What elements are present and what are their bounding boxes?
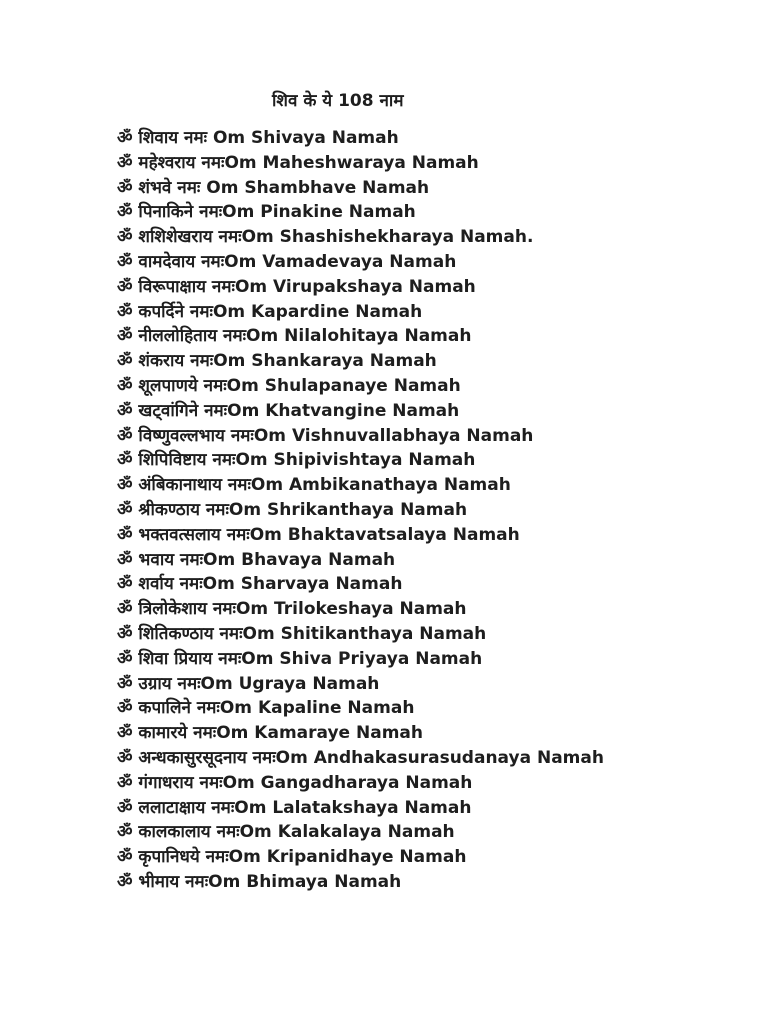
list-item: ॐ विरूपाक्षाय नमःOm Virupakshaya Namah <box>117 276 476 297</box>
list-item: ॐ महेश्वराय नमःOm Maheshwaraya Namah <box>117 152 479 173</box>
list-item: ॐ शंभवे नमः Om Shambhave Namah <box>117 177 430 198</box>
list-item: ॐ कृपानिधये नमःOm Kripanidhaye Namah <box>117 847 467 868</box>
list-item: ॐ शूलपाणये नमःOm Shulapanaye Namah <box>117 375 461 396</box>
list-item: ॐ शिवा प्रियाय नमःOm Shiva Priyaya Namah <box>117 648 483 669</box>
list-item: ॐ कामारये नमःOm Kamaraye Namah <box>117 723 423 744</box>
list-item: ॐ उग्राय नमःOm Ugraya Namah <box>117 673 380 694</box>
list-item: ॐ अन्धकासुरसूदनाय नमःOm Andhakasurasudanaya Namah <box>117 747 604 768</box>
page-title: शिव के ये 108 नाम <box>272 91 404 111</box>
list-item: ॐ शर्वाय नमःOm Sharvaya Namah <box>117 574 403 595</box>
list-item: ॐ शितिकण्ठाय नमःOm Shitikanthaya Namah <box>117 623 487 644</box>
list-item: ॐ विष्णुवल्लभाय नमःOm Vishnuvallabhaya Namah <box>117 425 534 446</box>
list-item: ॐ पिनाकिने नमःOm Pinakine Namah <box>117 202 416 223</box>
list-item: ॐ खट्वांगिने नमःOm Khatvangine Namah <box>117 400 460 421</box>
list-item: ॐ शिवाय नमः Om Shivaya Namah <box>117 128 399 148</box>
list-item: ॐ ललाटाक्षाय नमःOm Lalatakshaya Namah <box>117 797 472 818</box>
list-item: ॐ वामदेवाय नमःOm Vamadevaya Namah <box>117 251 457 272</box>
names-list <box>117 126 627 895</box>
list-item: ॐ शंकराय नमःOm Shankaraya Namah <box>117 351 437 372</box>
list-item: ॐ भक्तवत्सलाय नमःOm Bhaktavatsalaya Namah <box>117 524 520 545</box>
list-item: ॐ कपर्दिने नमःOm Kapardine Namah <box>117 301 423 322</box>
list-item: ॐ त्रिलोकेशाय नमःOm Trilokeshaya Namah <box>117 599 467 620</box>
list-item: ॐ नीललोहिताय नमःOm Nilalohitaya Namah <box>117 326 472 347</box>
list-item: ॐ अंबिकानाथाय नमःOm Ambikanathaya Namah <box>117 475 511 496</box>
list-item: ॐ श्रीकण्ठाय नमःOm Shrikanthaya Namah <box>117 499 468 520</box>
list-item: ॐ भीमाय नमःOm Bhimaya Namah <box>117 871 402 892</box>
list-item: ॐ भवाय नमःOm Bhavaya Namah <box>117 549 396 570</box>
list-item: ॐ कालकालाय नमःOm Kalakalaya Namah <box>117 822 455 843</box>
list-item: ॐ कपालिने नमःOm Kapaline Namah <box>117 698 415 719</box>
list-item: ॐ गंगाधराय नमःOm Gangadharaya Namah <box>117 772 473 793</box>
list-item: ॐ शिपिविष्टाय नमःOm Shipivishtaya Namah <box>117 450 476 471</box>
list-item: ॐ शशिशेखराय नमःOm Shashishekharaya Namah. <box>117 227 534 248</box>
